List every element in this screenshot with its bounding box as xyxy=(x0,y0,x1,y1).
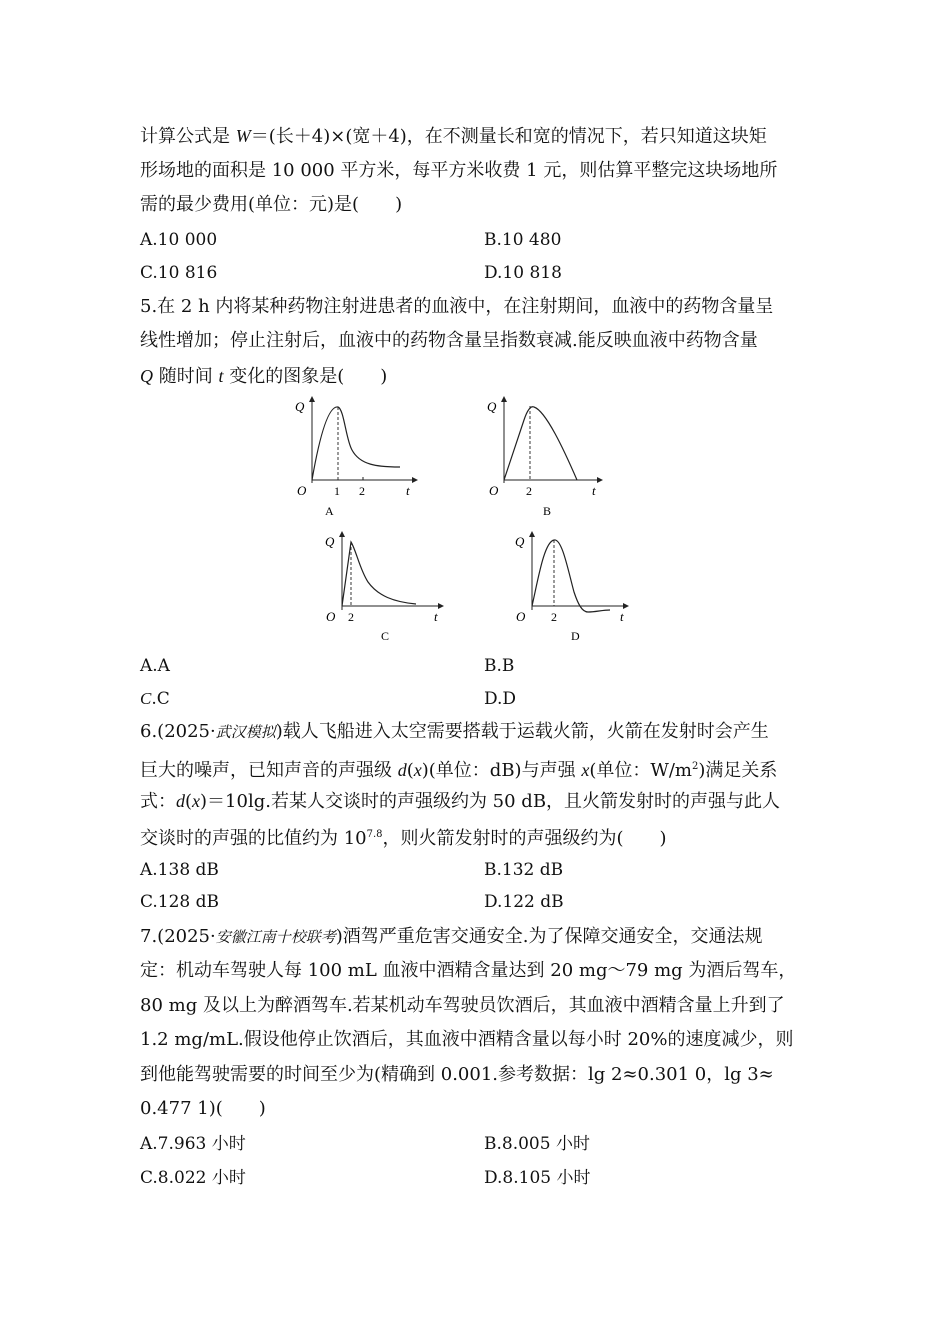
q7-option-c: C.8.022 小时 xyxy=(140,1168,246,1188)
origin-label: O xyxy=(326,609,336,624)
graph-a xyxy=(292,395,422,520)
q4-line-3: 需的最少费用(单位：元)是( ) xyxy=(140,194,403,215)
q7-line-3: 80 mg 及以上为醉酒驾车.若某机动车驾驶员饮酒后，其血液中酒精含量上升到了 xyxy=(140,995,785,1016)
q7-option-d: D.8.105 小时 xyxy=(484,1168,591,1188)
q4-line-2: 形场地的面积是 10 000 平方米，每平方米收费 1 元，则估算平整完这块场地所 xyxy=(140,160,778,181)
q6-line-4: 交谈时的声强的比值约为 $10^{7.8}$，则火箭发射时的声强级约为( ) xyxy=(140,828,667,849)
q7-line-2: 定：机动车驾驶人每 100 mL 血液中酒精含量达到 20 mg～79 mg 为酒后驾车， xyxy=(140,960,797,981)
tick-label-1: 1 xyxy=(334,484,340,498)
q5-option-b: B.B xyxy=(484,656,515,676)
y-label: Q xyxy=(325,534,335,549)
tick-label-1: 2 xyxy=(348,610,354,624)
q7-line-5: 到他能驾驶需要的时间至少为(精确到 0.001.参考数据：lg 2≈0.301 0，lg 3≈ xyxy=(140,1064,774,1085)
origin-label: O xyxy=(297,483,307,498)
q7-line-6: 0.477 1)( ) xyxy=(140,1098,266,1119)
x-arrow xyxy=(623,603,629,609)
y-label: Q xyxy=(515,534,525,549)
graph-caption: B xyxy=(543,504,552,518)
curve-b xyxy=(504,407,577,480)
x-arrow xyxy=(412,477,418,483)
graph-caption: A xyxy=(325,504,334,518)
curve-d xyxy=(532,540,610,612)
q5-option-d: D.D xyxy=(484,689,517,709)
q6-line-3: 式：d(x)＝10lg.若某人交谈时的声强级约为 50 dB，且火箭发射时的声强与此人 xyxy=(140,791,781,812)
x-label: t xyxy=(406,483,410,498)
q5-line-1: 5.在 2 h 内将某种药物注射进患者的血液中，在注射期间，血液中的药物含量呈 xyxy=(140,296,774,317)
q4-option-d: D.10 818 xyxy=(484,263,562,283)
origin-label: O xyxy=(516,609,526,624)
graph-d xyxy=(512,530,637,645)
q5-line-3: Q 随时间 t 变化的图象是( ) xyxy=(140,366,388,387)
graph-b xyxy=(484,395,609,520)
q4-line-1: 计算公式是 W＝(长＋4)×(宽＋4)，在不测量长和宽的情况下，若只知道这块矩 xyxy=(140,126,767,147)
q6-option-b: B.132 dB xyxy=(484,860,564,880)
q4-option-c: C.10 816 xyxy=(140,263,218,283)
origin-label: O xyxy=(489,483,499,498)
x-arrow xyxy=(597,477,603,483)
q7-option-a: A.7.963 小时 xyxy=(140,1134,246,1154)
q4-option-a: A.10 000 xyxy=(140,230,218,250)
x-arrow xyxy=(438,603,444,609)
graph-caption: D xyxy=(571,629,580,643)
tick-label-2: 2 xyxy=(359,484,365,498)
tick-label-1: 2 xyxy=(551,610,557,624)
q5-line-2: 线性增加；停止注射后，血液中的药物含量呈指数衰减.能反映血液中药物含量 xyxy=(140,330,758,351)
curve-c xyxy=(342,542,416,606)
y-arrow xyxy=(529,531,535,537)
q7-option-b: B.8.005 小时 xyxy=(484,1134,590,1154)
y-arrow xyxy=(309,396,315,402)
curve-a xyxy=(312,407,400,480)
q5-option-c: C.C xyxy=(140,689,170,709)
q6-line-1: 6.(2025·武汉模拟)载人飞船进入太空需要搭载于运载火箭，火箭在发射时会产生 xyxy=(140,721,769,742)
q6-line-2: 巨大的噪声，已知声音的声强级 d(x)(单位：dB)与声强 x(单位：$W/m^2$)满足关系 xyxy=(140,760,778,781)
q6-option-c: C.128 dB xyxy=(140,892,220,912)
tick-label-1: 2 xyxy=(526,484,532,498)
graph-caption: C xyxy=(381,629,390,643)
x-label: t xyxy=(592,483,596,498)
x-label: t xyxy=(434,609,438,624)
q6-option-a: A.138 dB xyxy=(140,860,219,880)
x-label: t xyxy=(620,609,624,624)
y-arrow xyxy=(339,531,345,537)
q5-option-a: A.A xyxy=(140,656,170,676)
y-label: Q xyxy=(295,399,305,414)
q4-option-b: B.10 480 xyxy=(484,230,562,250)
q7-line-4: 1.2 mg/mL.假设他停止饮酒后，其血液中酒精含量以每小时 20%的速度减少，则 xyxy=(140,1029,794,1050)
y-arrow xyxy=(501,396,507,402)
q6-option-d: D.122 dB xyxy=(484,892,564,912)
q7-line-1: 7.(2025·安徽江南十校联考)酒驾严重危害交通安全.为了保障交通安全，交通法规 xyxy=(140,926,763,947)
y-label: Q xyxy=(487,399,497,414)
graph-c xyxy=(322,530,447,645)
